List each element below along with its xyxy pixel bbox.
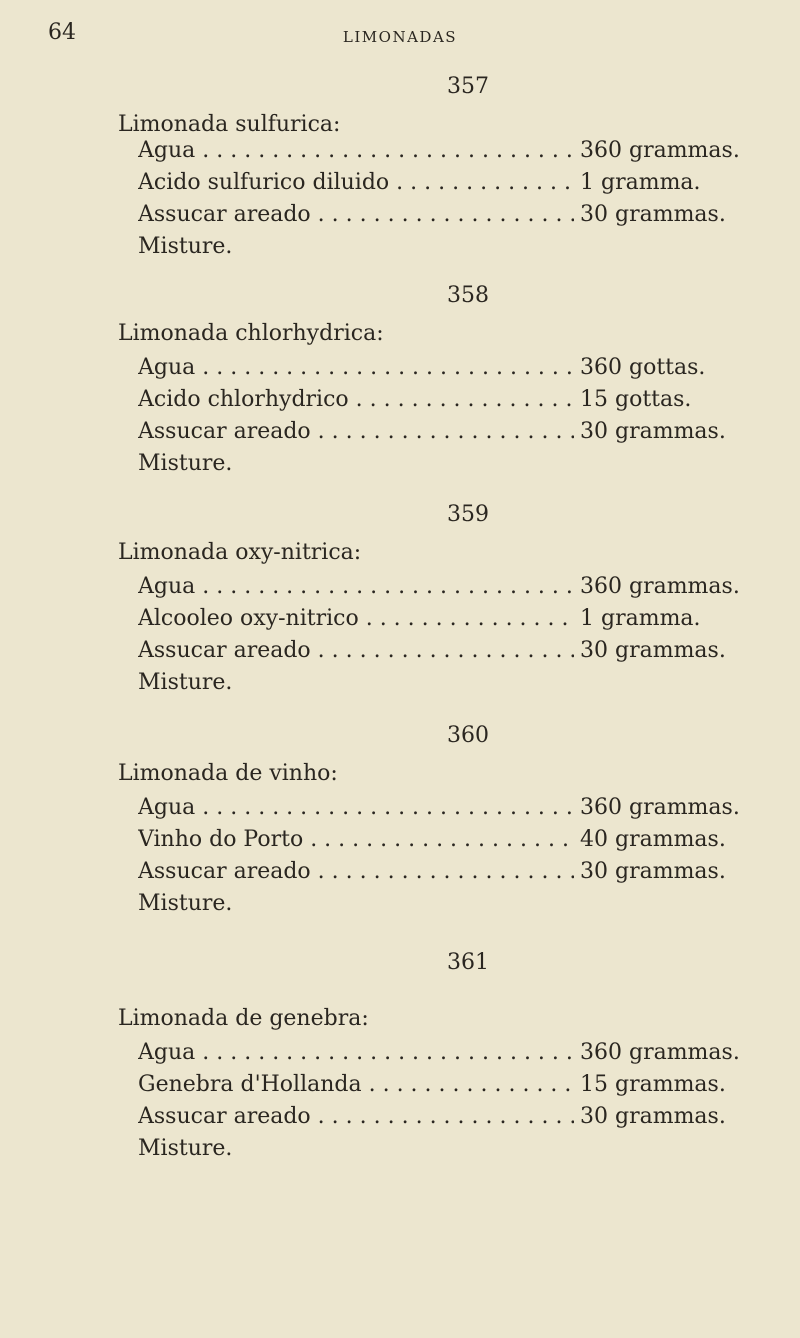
ingredient-quantity: 1 gramma. xyxy=(580,170,701,195)
ingredient-quantity: 30 grammas. xyxy=(580,1104,726,1129)
recipe-number: 358 xyxy=(447,283,489,308)
ingredient-row xyxy=(138,1072,778,1106)
recipe-number: 361 xyxy=(447,950,489,975)
ingredient-quantity: 360 grammas. xyxy=(580,574,740,599)
instruction: Misture. xyxy=(138,1136,233,1161)
ingredient-row xyxy=(138,138,778,172)
ingredient-row xyxy=(138,170,778,204)
recipe-title: Limonada de vinho: xyxy=(118,761,338,786)
ingredient-row xyxy=(138,638,778,672)
ingredient-row xyxy=(138,387,778,421)
ingredient-row xyxy=(138,202,778,236)
ingredient-name: Assucar areado . . . xyxy=(138,1104,574,1129)
ingredient-row xyxy=(138,606,778,640)
ingredient-name: Agua . . . xyxy=(138,574,574,599)
ingredient-quantity: 360 grammas. xyxy=(580,795,740,820)
ingredient-quantity: 30 grammas. xyxy=(580,202,726,227)
instruction: Misture. xyxy=(138,234,233,259)
ingredient-name: Agua . . . xyxy=(138,1040,574,1065)
ingredient-name: Assucar areado . . . xyxy=(138,859,574,884)
ingredient-row xyxy=(138,827,778,861)
ingredient-quantity: 360 gottas. xyxy=(580,355,706,380)
ingredient-row xyxy=(138,419,778,453)
instruction: Misture. xyxy=(138,451,233,476)
recipe-number: 357 xyxy=(447,74,489,99)
instruction: Misture. xyxy=(138,670,233,695)
instruction: Misture. xyxy=(138,891,233,916)
ingredient-row xyxy=(138,574,778,608)
ingredient-quantity: 30 grammas. xyxy=(580,419,726,444)
ingredient-name: Vinho do Porto . . . xyxy=(138,827,574,852)
ingredient-name: Assucar areado . . . xyxy=(138,419,574,444)
ingredient-quantity: 1 gramma. xyxy=(580,606,701,631)
recipe-number: 359 xyxy=(447,502,489,527)
ingredient-row xyxy=(138,1040,778,1074)
ingredient-quantity: 30 grammas. xyxy=(580,638,726,663)
recipe-title: Limonada chlorhydrica: xyxy=(118,321,384,346)
ingredient-name: Genebra d'Hollanda . . . xyxy=(138,1072,574,1097)
ingredient-row xyxy=(138,859,778,893)
recipe-title: Limonada sulfurica: xyxy=(118,112,341,137)
running-head: LIMONADAS xyxy=(342,28,458,46)
recipe-number: 360 xyxy=(447,723,489,748)
ingredient-name: Agua . . . xyxy=(138,355,574,380)
ingredient-quantity: 30 grammas. xyxy=(580,859,726,884)
ingredient-row xyxy=(138,1104,778,1138)
ingredient-name: Assucar areado . . . xyxy=(138,202,574,227)
ingredient-name: Acido chlorhydrico . . . xyxy=(138,387,574,412)
ingredient-quantity: 15 gottas. xyxy=(580,387,692,412)
ingredient-name: Assucar areado . . . xyxy=(138,638,574,663)
ingredient-name: Agua . . . xyxy=(138,138,574,163)
ingredient-name: Agua . . . xyxy=(138,795,574,820)
recipe-title: Limonada oxy-nitrica: xyxy=(118,540,362,565)
ingredient-quantity: 15 grammas. xyxy=(580,1072,726,1097)
ingredient-quantity: 360 grammas. xyxy=(580,1040,740,1065)
ingredient-quantity: 360 grammas. xyxy=(580,138,740,163)
ingredient-name: Alcooleo oxy-nitrico . . . xyxy=(138,606,574,631)
recipe-title: Limonada de genebra: xyxy=(118,1006,369,1031)
page-number: 64 xyxy=(48,20,76,45)
ingredient-name: Acido sulfurico diluido . . . xyxy=(138,170,574,195)
ingredient-quantity: 40 grammas. xyxy=(580,827,726,852)
ingredient-row xyxy=(138,795,778,829)
ingredient-row xyxy=(138,355,778,389)
